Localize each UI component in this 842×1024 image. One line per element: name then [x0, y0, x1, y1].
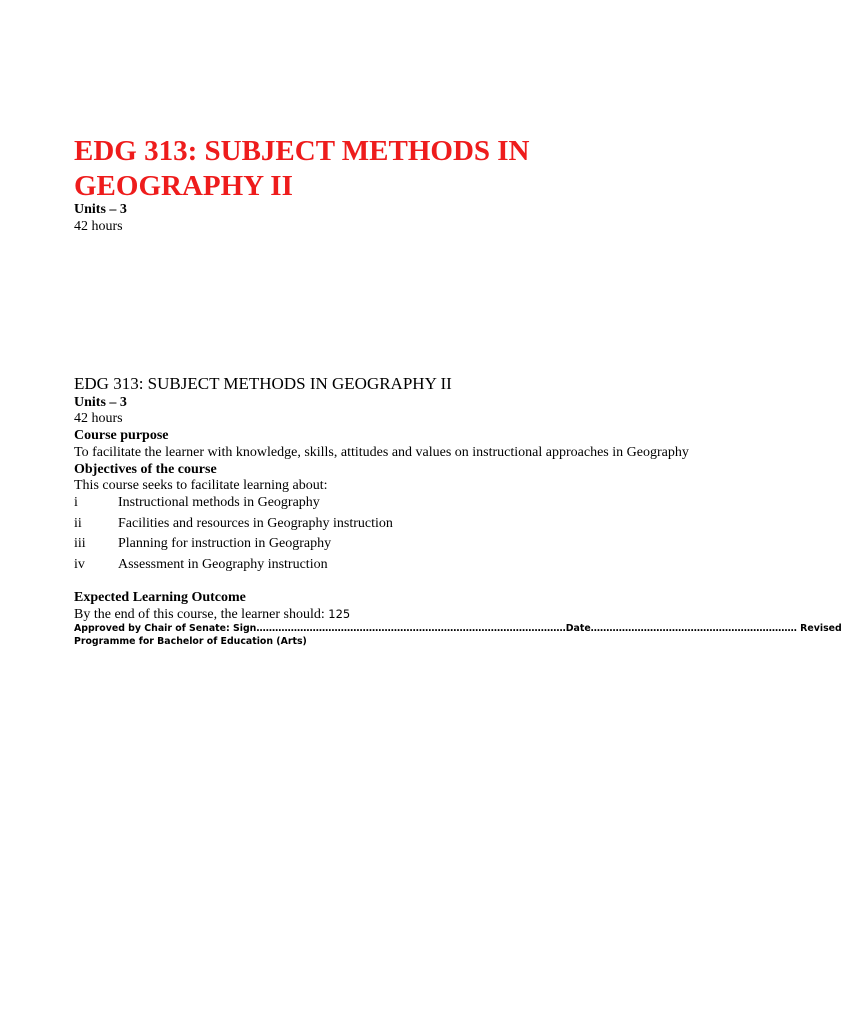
objective-text: Assessment in Geography instruction [118, 557, 328, 572]
course-title [74, 134, 754, 204]
purpose-heading: Course purpose [74, 428, 169, 443]
course-hours: 42 hours [74, 219, 123, 234]
objectives-heading: Objectives of the course [74, 462, 217, 477]
purpose-text: To facilitate the learner with knowledge, skills, attitudes and values on instructional approaches in Geography [74, 445, 689, 460]
objective-number: iv [74, 557, 85, 572]
outcome-intro-line [74, 606, 350, 623]
section-hours: 42 hours [74, 411, 123, 426]
course-title-line1: EDG 313: SUBJECT METHODS IN [74, 135, 530, 167]
section-units: Units – 3 [74, 395, 127, 410]
objective-item [74, 494, 320, 511]
objective-item [74, 515, 393, 532]
objective-item [74, 535, 331, 552]
objective-text: Facilities and resources in Geography instruction [118, 516, 393, 531]
objective-number: iii [74, 536, 86, 551]
objective-text: Instructional methods in Geography [118, 495, 320, 510]
outcome-intro: By the end of this course, the learner should: [74, 607, 325, 622]
objective-number: i [74, 495, 78, 510]
objective-text: Planning for instruction in Geography [118, 536, 332, 551]
outcome-heading: Expected Learning Outcome [74, 590, 246, 605]
section-title: EDG 313: SUBJECT METHODS IN GEOGRAPHY II [74, 374, 452, 393]
objectives-intro: This course seeks to facilitate learning about: [74, 478, 328, 493]
course-units: Units – 3 [74, 202, 127, 217]
objective-number: ii [74, 516, 82, 531]
programme-line: Programme for Bachelor of Education (Arts) [74, 636, 307, 647]
page-number: 125 [328, 607, 351, 621]
course-title-line2: GEOGRAPHY II [74, 170, 293, 202]
approval-line: Approved by Chair of Senate: Sign………………………………………………………………………………………Date………………………………………………………… Revised [74, 623, 842, 634]
objective-item [74, 556, 328, 573]
approval-footer [74, 622, 842, 648]
